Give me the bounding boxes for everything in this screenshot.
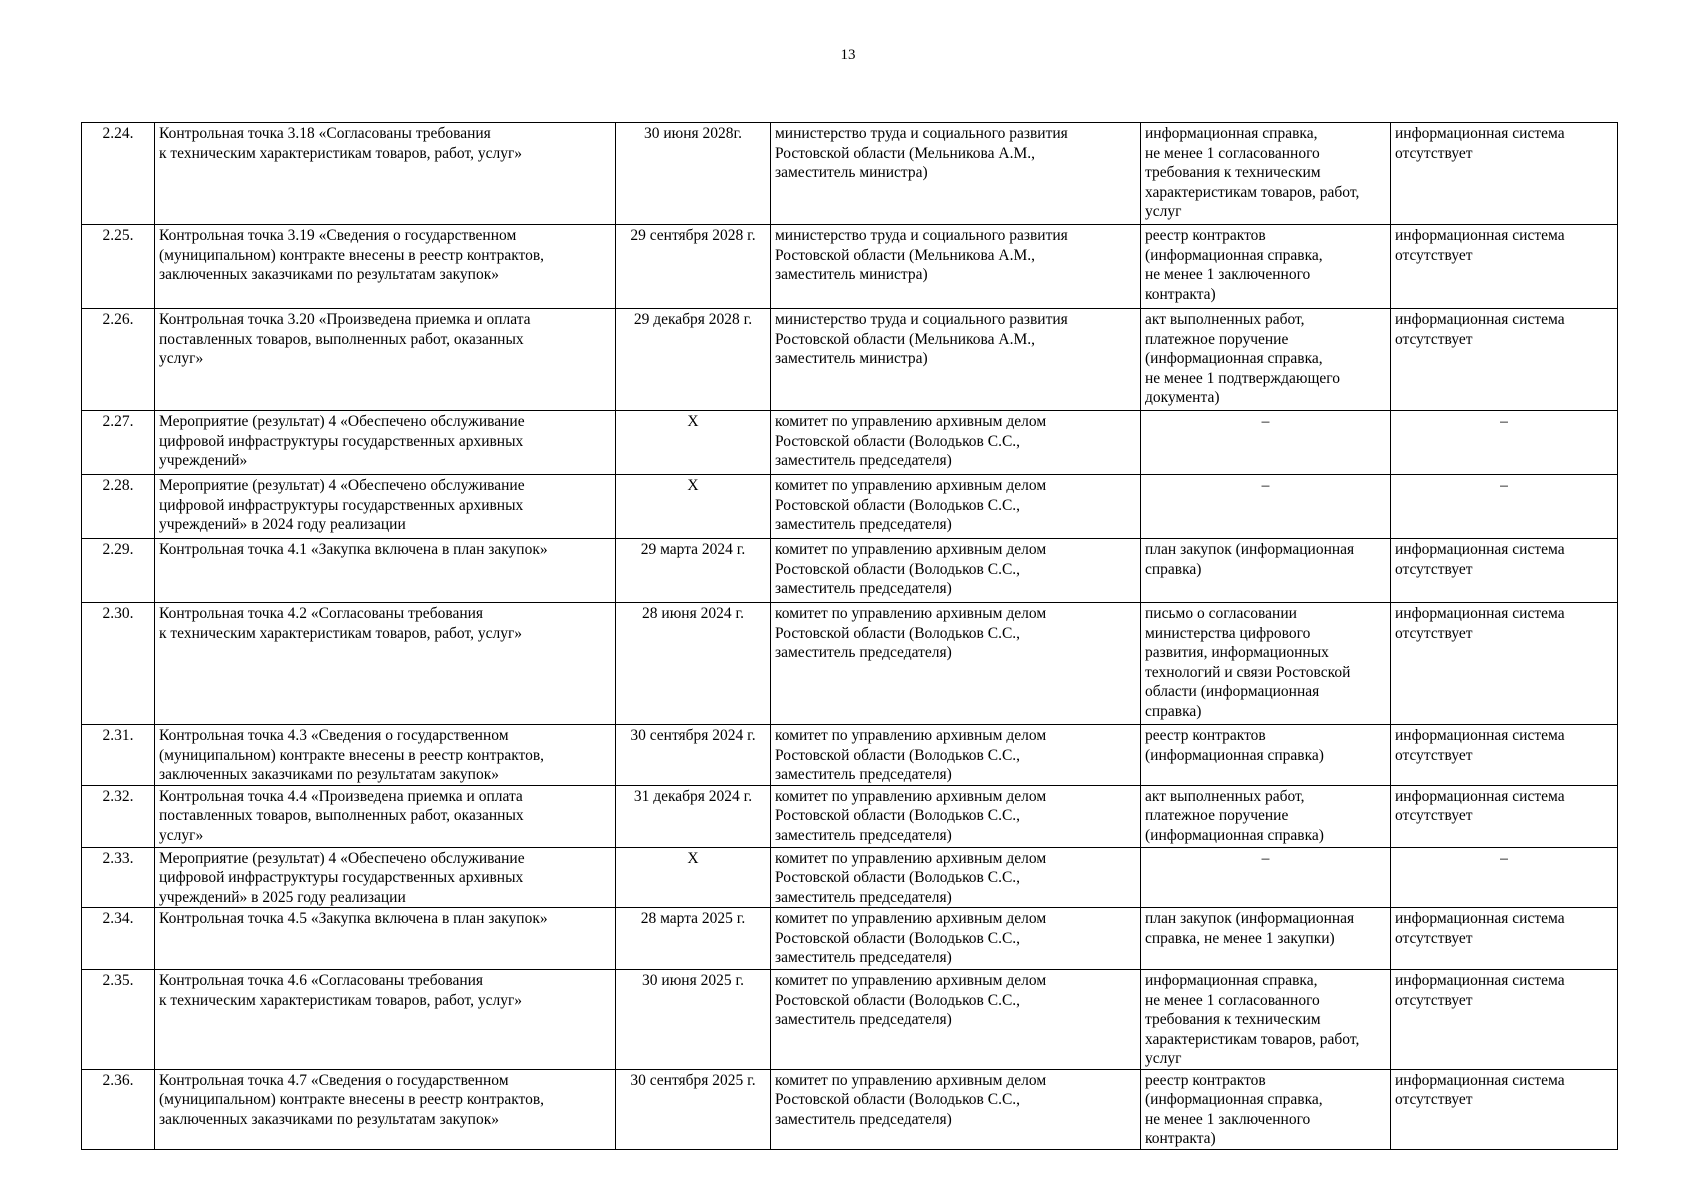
page-number: 13 bbox=[840, 47, 856, 63]
deadline-cell: 31 декабря 2024 г. bbox=[616, 785, 771, 847]
table-row bbox=[82, 785, 1618, 847]
table-row bbox=[82, 1069, 1618, 1149]
responsible-cell: министерство труда и социального развития Ростовской области (Мельникова А.М., заместитель министра) bbox=[771, 123, 1141, 225]
table-row bbox=[82, 123, 1618, 225]
responsible-cell: комитет по управлению архивным делом Ростовской области (Володьков С.С., заместитель председателя) bbox=[771, 970, 1141, 1070]
row-number-cell: 2.25. bbox=[82, 225, 155, 309]
row-number-cell: 2.29. bbox=[82, 539, 155, 603]
info-system-cell: информационная система отсутствует bbox=[1391, 785, 1618, 847]
event-name-cell: Контрольная точка 4.5 «Закупка включена в план закупок» bbox=[155, 908, 616, 970]
info-system-cell: – bbox=[1391, 847, 1618, 908]
document-cell: реестр контрактов (информационная справка) bbox=[1141, 725, 1391, 786]
document-cell: реестр контрактов (информационная справка, не менее 1 заключенного контракта) bbox=[1141, 225, 1391, 309]
info-system-cell: информационная система отсутствует bbox=[1391, 603, 1618, 725]
row-number-cell: 2.24. bbox=[82, 123, 155, 225]
info-system-cell: информационная система отсутствует bbox=[1391, 225, 1618, 309]
event-name-cell: Контрольная точка 4.6 «Согласованы требования к техническим характеристикам товаров, работ, услуг» bbox=[155, 970, 616, 1070]
event-name-cell: Мероприятие (результат) 4 «Обеспечено обслуживание цифровой инфраструктуры государственных архивных учреждений» в 2025 году реализации bbox=[155, 847, 616, 908]
event-name-cell: Мероприятие (результат) 4 «Обеспечено обслуживание цифровой инфраструктуры государственных архивных учреждений» в 2024 году реализации bbox=[155, 475, 616, 539]
responsible-cell: комитет по управлению архивным делом Ростовской области (Володьков С.С., заместитель председателя) bbox=[771, 908, 1141, 970]
document-cell: акт выполненных работ, платежное поручение (информационная справка, не менее 1 подтверждающего документа) bbox=[1141, 309, 1391, 411]
deadline-cell: Х bbox=[616, 411, 771, 475]
deadline-cell: 30 сентября 2025 г. bbox=[616, 1069, 771, 1149]
row-number-cell: 2.27. bbox=[82, 411, 155, 475]
table-row bbox=[82, 539, 1618, 603]
table-row bbox=[82, 411, 1618, 475]
row-number-cell: 2.26. bbox=[82, 309, 155, 411]
responsible-cell: комитет по управлению архивным делом Ростовской области (Володьков С.С., заместитель председателя) bbox=[771, 603, 1141, 725]
table-row bbox=[82, 908, 1618, 970]
document-cell: – bbox=[1141, 847, 1391, 908]
document-cell: письмо о согласовании министерства цифрового развития, информационных технологий и связи Ростовской области (информационная справка) bbox=[1141, 603, 1391, 725]
document-cell: реестр контрактов (информационная справка, не менее 1 заключенного контракта) bbox=[1141, 1069, 1391, 1149]
deadline-cell: 30 сентября 2024 г. bbox=[616, 725, 771, 786]
responsible-cell: комитет по управлению архивным делом Ростовской области (Володьков С.С., заместитель председателя) bbox=[771, 847, 1141, 908]
row-number-cell: 2.30. bbox=[82, 603, 155, 725]
table-row bbox=[82, 725, 1618, 786]
control-points-table bbox=[81, 122, 1618, 1150]
deadline-cell: 29 декабря 2028 г. bbox=[616, 309, 771, 411]
info-system-cell: – bbox=[1391, 475, 1618, 539]
row-number-cell: 2.31. bbox=[82, 725, 155, 786]
event-name-cell: Контрольная точка 3.18 «Согласованы требования к техническим характеристикам товаров, работ, услуг» bbox=[155, 123, 616, 225]
event-name-cell: Контрольная точка 4.7 «Сведения о государственном (муниципальном) контракте внесены в реестр контрактов, заключенных заказчиками по результатам закупок» bbox=[155, 1069, 616, 1149]
table-row bbox=[82, 475, 1618, 539]
document-cell: информационная справка, не менее 1 согласованного требования к техническим характеристикам товаров, работ, услуг bbox=[1141, 123, 1391, 225]
info-system-cell: информационная система отсутствует bbox=[1391, 725, 1618, 786]
event-name-cell: Мероприятие (результат) 4 «Обеспечено обслуживание цифровой инфраструктуры государственных архивных учреждений» bbox=[155, 411, 616, 475]
responsible-cell: министерство труда и социального развития Ростовской области (Мельникова А.М., заместитель министра) bbox=[771, 309, 1141, 411]
deadline-cell: 28 марта 2025 г. bbox=[616, 908, 771, 970]
deadline-cell: Х bbox=[616, 475, 771, 539]
table-body bbox=[82, 123, 1618, 1150]
table-row bbox=[82, 847, 1618, 908]
row-number-cell: 2.28. bbox=[82, 475, 155, 539]
deadline-cell: 30 июня 2025 г. bbox=[616, 970, 771, 1070]
deadline-cell: 29 марта 2024 г. bbox=[616, 539, 771, 603]
responsible-cell: министерство труда и социального развития Ростовской области (Мельникова А.М., заместитель министра) bbox=[771, 225, 1141, 309]
document-cell: информационная справка, не менее 1 согласованного требования к техническим характеристикам товаров, работ, услуг bbox=[1141, 970, 1391, 1070]
info-system-cell: информационная система отсутствует bbox=[1391, 970, 1618, 1070]
document-cell: – bbox=[1141, 475, 1391, 539]
responsible-cell: комитет по управлению архивным делом Ростовской области (Володьков С.С., заместитель председателя) bbox=[771, 475, 1141, 539]
document-cell: план закупок (информационная справка) bbox=[1141, 539, 1391, 603]
info-system-cell: информационная система отсутствует bbox=[1391, 908, 1618, 970]
info-system-cell: информационная система отсутствует bbox=[1391, 309, 1618, 411]
deadline-cell: 29 сентября 2028 г. bbox=[616, 225, 771, 309]
deadline-cell: Х bbox=[616, 847, 771, 908]
document-cell: – bbox=[1141, 411, 1391, 475]
responsible-cell: комитет по управлению архивным делом Ростовской области (Володьков С.С., заместитель председателя) bbox=[771, 411, 1141, 475]
row-number-cell: 2.33. bbox=[82, 847, 155, 908]
row-number-cell: 2.35. bbox=[82, 970, 155, 1070]
table-row bbox=[82, 970, 1618, 1070]
event-name-cell: Контрольная точка 4.4 «Произведена приемка и оплата поставленных товаров, выполненных работ, оказанных услуг» bbox=[155, 785, 616, 847]
event-name-cell: Контрольная точка 3.20 «Произведена приемка и оплата поставленных товаров, выполненных работ, оказанных услуг» bbox=[155, 309, 616, 411]
event-name-cell: Контрольная точка 4.2 «Согласованы требования к техническим характеристикам товаров, работ, услуг» bbox=[155, 603, 616, 725]
info-system-cell: – bbox=[1391, 411, 1618, 475]
row-number-cell: 2.36. bbox=[82, 1069, 155, 1149]
info-system-cell: информационная система отсутствует bbox=[1391, 539, 1618, 603]
deadline-cell: 30 июня 2028г. bbox=[616, 123, 771, 225]
table-row bbox=[82, 603, 1618, 725]
row-number-cell: 2.34. bbox=[82, 908, 155, 970]
info-system-cell: информационная система отсутствует bbox=[1391, 1069, 1618, 1149]
event-name-cell: Контрольная точка 3.19 «Сведения о государственном (муниципальном) контракте внесены в реестр контрактов, заключенных заказчиками по результатам закупок» bbox=[155, 225, 616, 309]
row-number-cell: 2.32. bbox=[82, 785, 155, 847]
table-row bbox=[82, 309, 1618, 411]
responsible-cell: комитет по управлению архивным делом Ростовской области (Володьков С.С., заместитель председателя) bbox=[771, 725, 1141, 786]
event-name-cell: Контрольная точка 4.1 «Закупка включена в план закупок» bbox=[155, 539, 616, 603]
table-row bbox=[82, 225, 1618, 309]
responsible-cell: комитет по управлению архивным делом Ростовской области (Володьков С.С., заместитель председателя) bbox=[771, 785, 1141, 847]
event-name-cell: Контрольная точка 4.3 «Сведения о государственном (муниципальном) контракте внесены в реестр контрактов, заключенных заказчиками по результатам закупок» bbox=[155, 725, 616, 786]
responsible-cell: комитет по управлению архивным делом Ростовской области (Володьков С.С., заместитель председателя) bbox=[771, 1069, 1141, 1149]
responsible-cell: комитет по управлению архивным делом Ростовской области (Володьков С.С., заместитель председателя) bbox=[771, 539, 1141, 603]
document-cell: акт выполненных работ, платежное поручение (информационная справка) bbox=[1141, 785, 1391, 847]
document-cell: план закупок (информационная справка, не менее 1 закупки) bbox=[1141, 908, 1391, 970]
deadline-cell: 28 июня 2024 г. bbox=[616, 603, 771, 725]
info-system-cell: информационная система отсутствует bbox=[1391, 123, 1618, 225]
